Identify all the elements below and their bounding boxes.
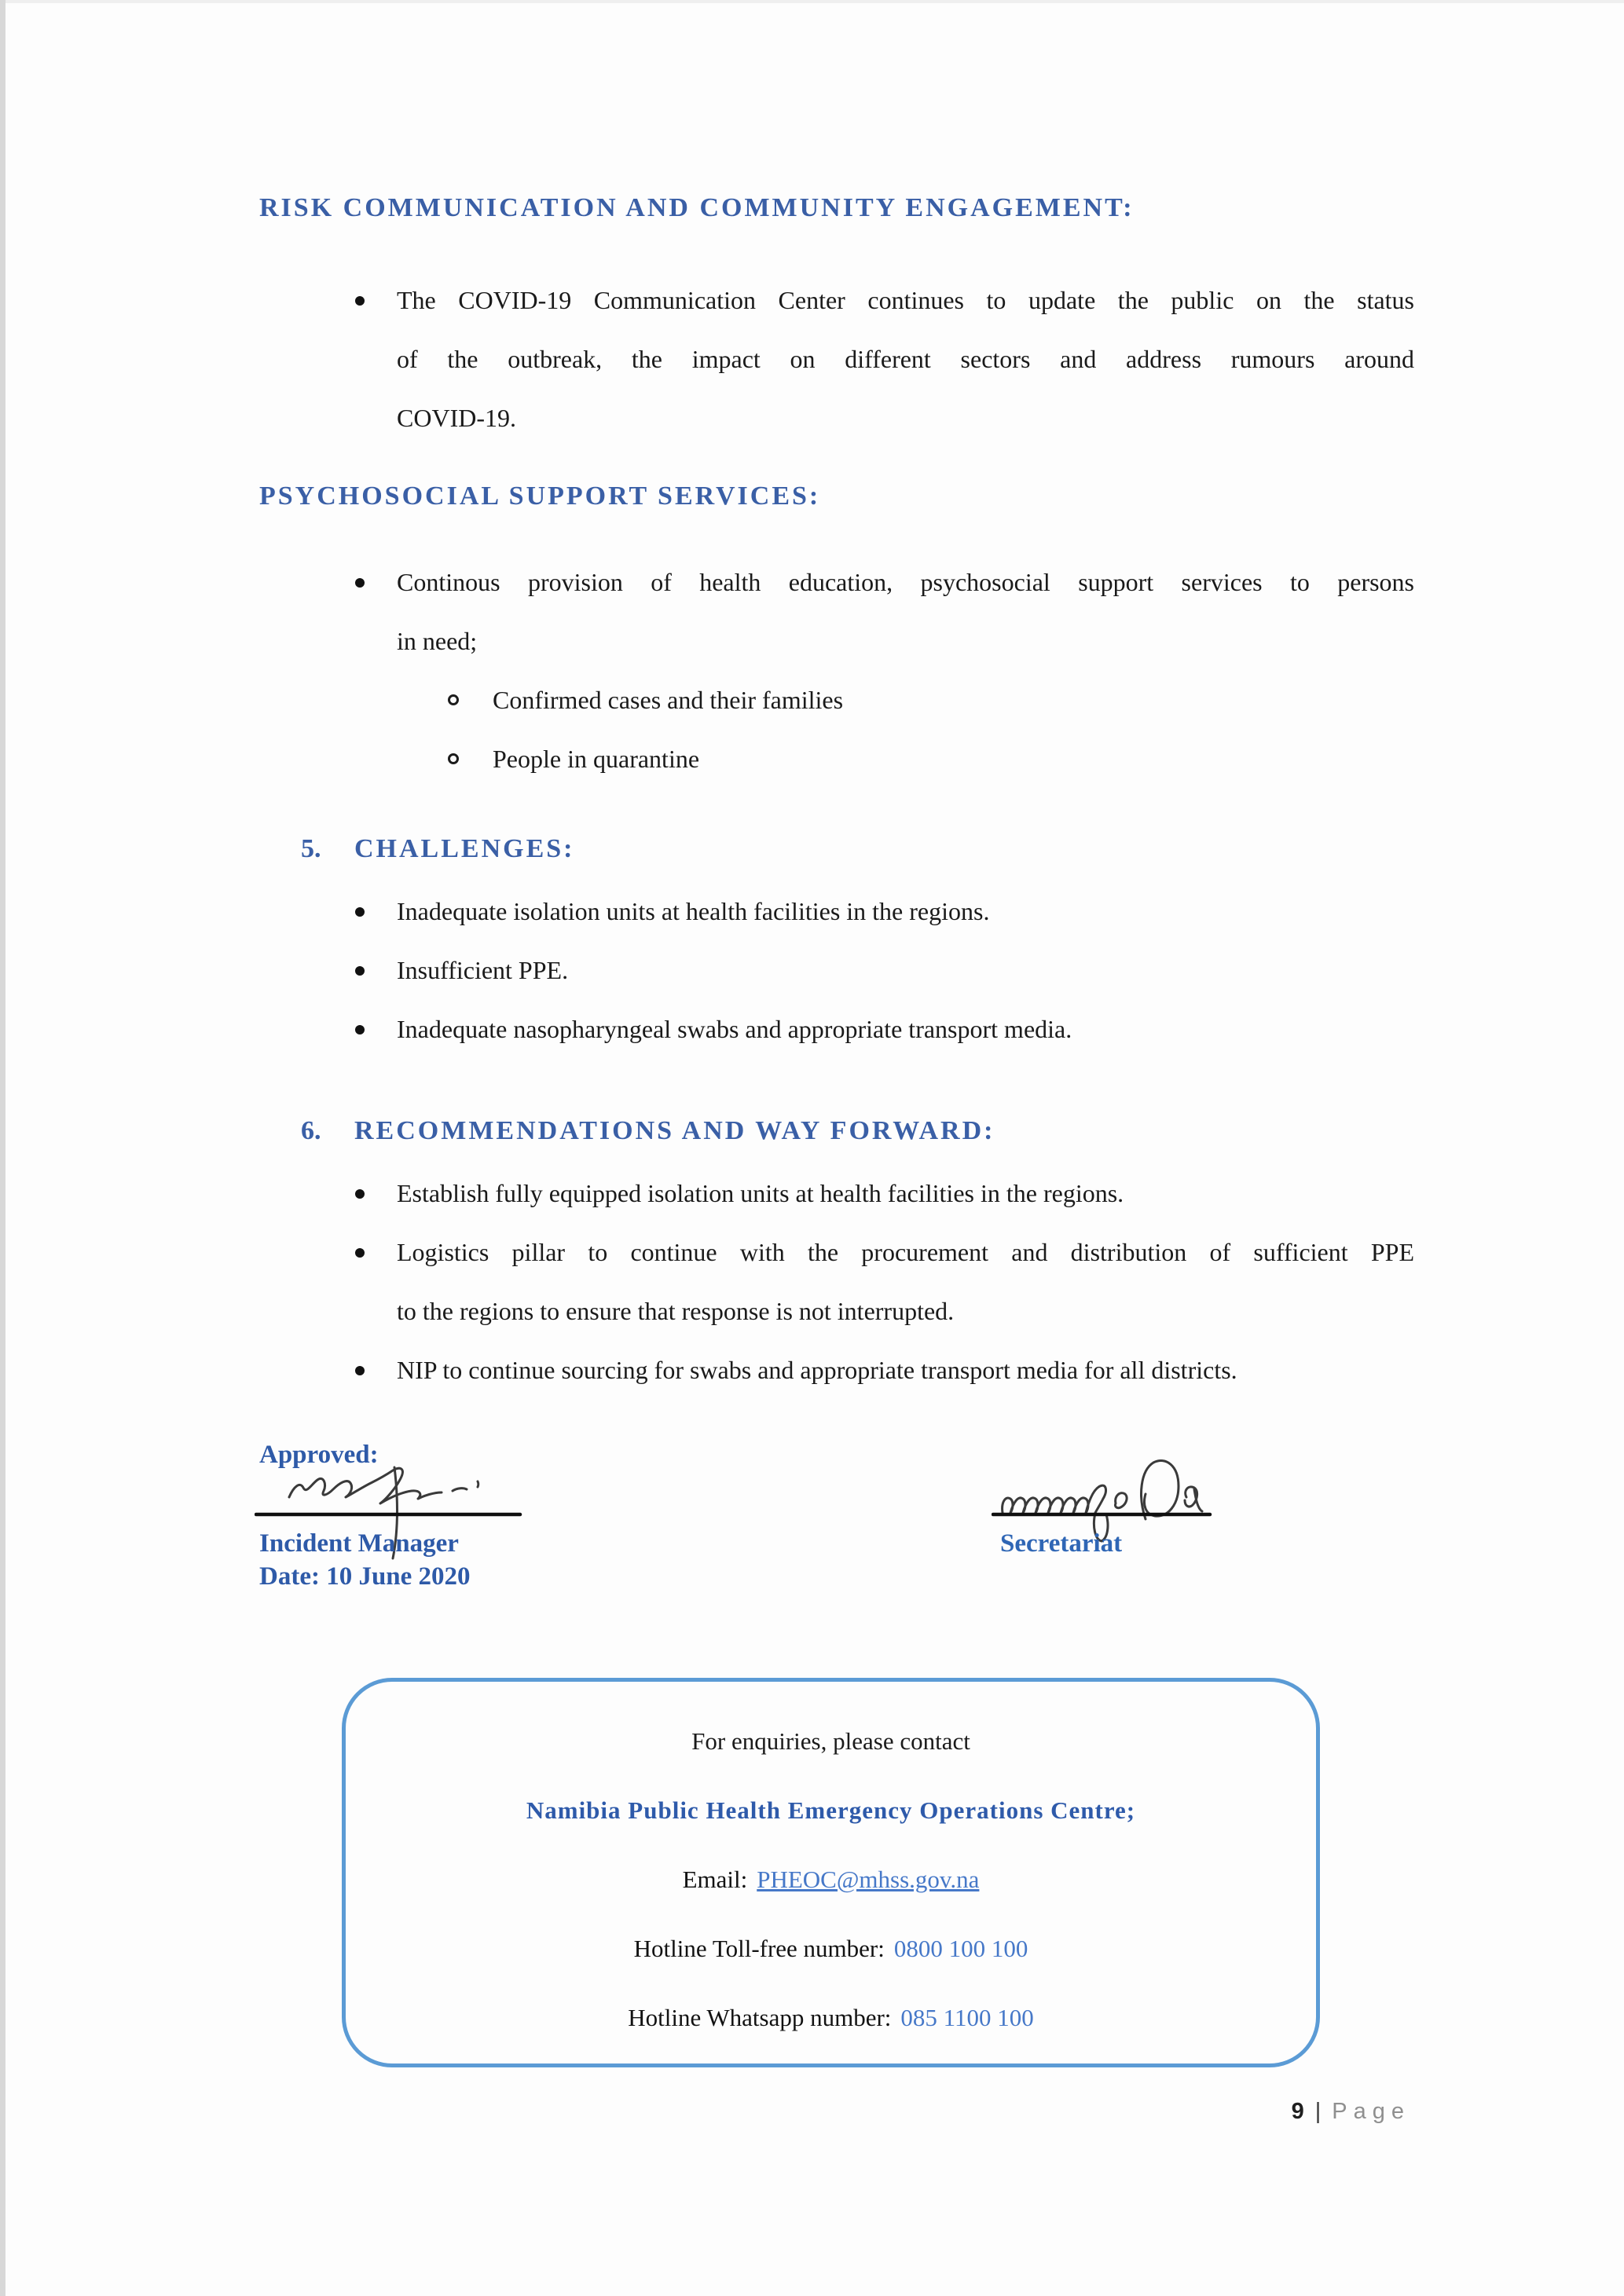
risk-bullet-line1: The COVID-19 Communication Center continues to update the public on the status [397, 286, 1414, 314]
challenges-heading [259, 832, 1414, 866]
contact-intro: For enquiries, please contact [691, 1727, 970, 1755]
tollfree-number: 0800 100 100 [893, 1935, 1028, 1962]
organization-name: Namibia Public Health Emergency Operations Centre; [526, 1796, 1136, 1824]
whatsapp-number: 085 1100 100 [900, 2004, 1034, 2031]
recommendations-bullet-1: Establish fully equipped isolation units at health facilities in the regions. [397, 1179, 1124, 1207]
whatsapp-line [383, 1983, 1278, 2052]
bullet-dot-icon [355, 1366, 365, 1375]
scan-edge-left [0, 0, 5, 2296]
email-line [383, 1845, 1278, 1914]
psychosocial-bullet-line1: Continous provision of health education, psychosocial support services to persons [397, 568, 1414, 596]
recommendations-bullet-3: NIP to continue sourcing for swabs and appropriate transport media for all districts. [397, 1356, 1237, 1384]
circle-bullet-icon [448, 694, 459, 705]
page-content [259, 191, 1414, 2067]
approval-block [259, 1437, 1414, 1593]
challenges-bullet-item [259, 1000, 1414, 1059]
email-label: Email: [682, 1866, 748, 1893]
sub-bullet-people-quarantine [259, 730, 1414, 789]
scan-edge-top [0, 0, 1624, 3]
challenges-bullet-item [259, 882, 1414, 941]
risk-bullet-item [259, 271, 1414, 448]
challenges-heading-number: 5. [301, 834, 321, 863]
incident-manager-signature-block [259, 1437, 526, 1593]
recommendations-bullet-item [259, 1164, 1414, 1223]
sub-bullet-confirmed-cases [259, 671, 1414, 730]
bullet-dot-icon [355, 296, 365, 306]
challenges-bullet-item [259, 941, 1414, 1000]
bullet-dot-icon [355, 578, 365, 588]
psychosocial-bullet-line2: in need; [397, 627, 478, 655]
recommendations-heading [259, 1114, 1414, 1148]
challenges-heading-title: CHALLENGES: [354, 834, 575, 863]
page-footer [1292, 2099, 1410, 2125]
incident-manager-role-label: Incident Manager [259, 1529, 459, 1558]
email-link[interactable]: PHEOC@mhss.gov.na [757, 1866, 980, 1893]
page-number-separator: | [1314, 2099, 1322, 2124]
contact-box [342, 1678, 1320, 2067]
bullet-dot-icon [355, 966, 365, 976]
bullet-dot-icon [355, 1248, 365, 1258]
risk-communication-heading: RISK COMMUNICATION AND COMMUNITY ENGAGEMENT: [259, 193, 1135, 222]
bullet-dot-icon [355, 907, 365, 917]
recommendations-bullet-2-line2: to the regions to ensure that response is not interrupted. [397, 1297, 955, 1325]
page-number: 9 [1291, 2099, 1304, 2124]
risk-bullet-line3: COVID-19. [397, 404, 516, 432]
sub-bullet-label: Confirmed cases and their families [493, 686, 844, 714]
challenges-bullet-1: Inadequate isolation units at health facilities in the regions. [397, 897, 990, 925]
recommendations-heading-number: 6. [301, 1116, 321, 1145]
approval-date-label: Date: 10 June 2020 [259, 1562, 471, 1591]
risk-bullet-line2: of the outbreak, the impact on different sectors and address rumours around [397, 345, 1414, 373]
approved-label: Approved: [259, 1441, 379, 1469]
tollfree-line [383, 1914, 1278, 1983]
recommendations-bullet-2-line1: Logistics pillar to continue with the procurement and distribution of sufficient PPE [397, 1238, 1414, 1266]
challenges-bullet-2: Insufficient PPE. [397, 956, 569, 984]
recommendations-heading-title: RECOMMENDATIONS AND WAY FORWARD: [354, 1116, 995, 1145]
secretariat-role-label: Secretariat [1000, 1529, 1123, 1558]
bullet-dot-icon [355, 1025, 365, 1034]
whatsapp-label: Hotline Whatsapp number: [628, 2004, 892, 2031]
psychosocial-bullet-item [259, 553, 1414, 671]
secretariat-signature-block [992, 1437, 1221, 1560]
page-word: Page [1332, 2099, 1410, 2124]
challenges-bullet-3: Inadequate nasopharyngeal swabs and appropriate transport media. [397, 1015, 1072, 1043]
bullet-dot-icon [355, 1189, 365, 1199]
circle-bullet-icon [448, 753, 459, 764]
tollfree-label: Hotline Toll-free number: [633, 1935, 885, 1962]
recommendations-bullet-item [259, 1223, 1414, 1341]
sub-bullet-label: People in quarantine [493, 745, 700, 773]
psychosocial-heading: PSYCHOSOCIAL SUPPORT SERVICES: [259, 482, 821, 511]
recommendations-bullet-item [259, 1341, 1414, 1400]
